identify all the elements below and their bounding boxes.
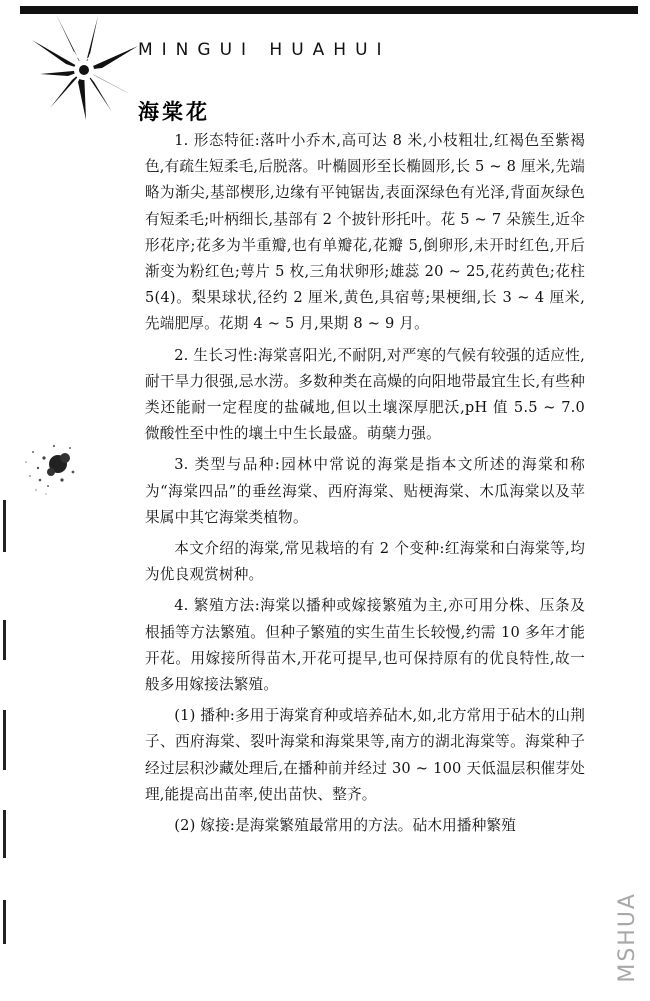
paragraph-cultivars: 本文介绍的海棠,常见栽培的有 2 个变种:红海棠和白海棠等,均为优良观赏树种。 — [145, 540, 585, 584]
paragraph-varieties: 3. 类型与品种:园林中常说的海棠是指本文所述的海棠和称为“海棠四品”的垂丝海棠、西府海棠、贴梗海棠、木瓜海棠以及苹果属中其它海棠类植物。 — [145, 456, 585, 526]
watermark: MSHUA — [615, 892, 640, 983]
paragraph-propagation: 4. 繁殖方法:海棠以播种或嫁接繁殖为主,亦可用分株、压条及根插等方法繁殖。但种子繁殖的实生苗生长较慢,约需 10 多年才能开花。用嫁接所得苗木,开花可提早,也可保持原有的优良特性,故一般多用嫁接法繁殖。 — [145, 597, 585, 694]
running-header: MINGUI HUAHUI — [138, 40, 391, 60]
paragraph-morphology: 1. 形态特征:落叶小乔木,高可达 8 米,小枝粗壮,红褐色至紫褐色,有疏生短柔毛,后脱落。叶椭圆形至长椭圆形,长 5 ~ 8 厘米,先端略为渐尖,基部楔形,边缘有平钝锯齿,表面深绿色有光泽,背面灰绿色有短柔毛;叶柄细长,基部有 2 个披针形托叶。花 5 ~ 7 朵簇生,近伞形花序;花多为半重瓣,也有单瓣花,花瓣 5,倒卵形,未开时红色,开后渐变为粉红色;萼片 5 枚,三角状卵形;雄蕊 20 ~ 25,花药黄色;花柱 5(4)。梨果球状,径约 2 厘米,黄色,具宿萼;果梗细,长 3 ~ 4 厘米,先端肥厚。花期 4 ~ 5 月,果期 8 ~ 9 月。 — [145, 132, 585, 333]
article-body — [145, 128, 585, 841]
paragraph-habit: 2. 生长习性:海棠喜阳光,不耐阴,对严寒的气候有较强的适应性,耐干旱力很强,忌水涝。多数种类在高燥的向阳地带最宜生长,有些种类还能耐一定程度的盐碱地,但以土壤深厚肥沃,pH 值 5.5 ~ 7.0 微酸性至中性的壤土中生长最盛。萌蘖力强。 — [145, 346, 585, 443]
paragraph-grafting: (2) 嫁接:是海棠繁殖最常用的方法。砧木用播种繁殖 — [174, 817, 517, 835]
paragraph-sowing: (1) 播种:多用于海棠育种或培养砧木,如,北方常用于砧木的山荆子、西府海棠、裂叶海棠和海棠果等,南方的湖北海棠等。海棠种子经过层积沙藏处理后,在播种前并经过 30 ~ 100 天低温层积催芽处理,能提高出苗率,使出苗快、整齐。 — [145, 707, 585, 803]
scan-edge-marks — [0, 480, 8, 1000]
ink-speckle-icon — [18, 428, 88, 503]
section-title: 海棠花 — [138, 100, 210, 124]
orchid-flower-icon — [26, 12, 144, 122]
